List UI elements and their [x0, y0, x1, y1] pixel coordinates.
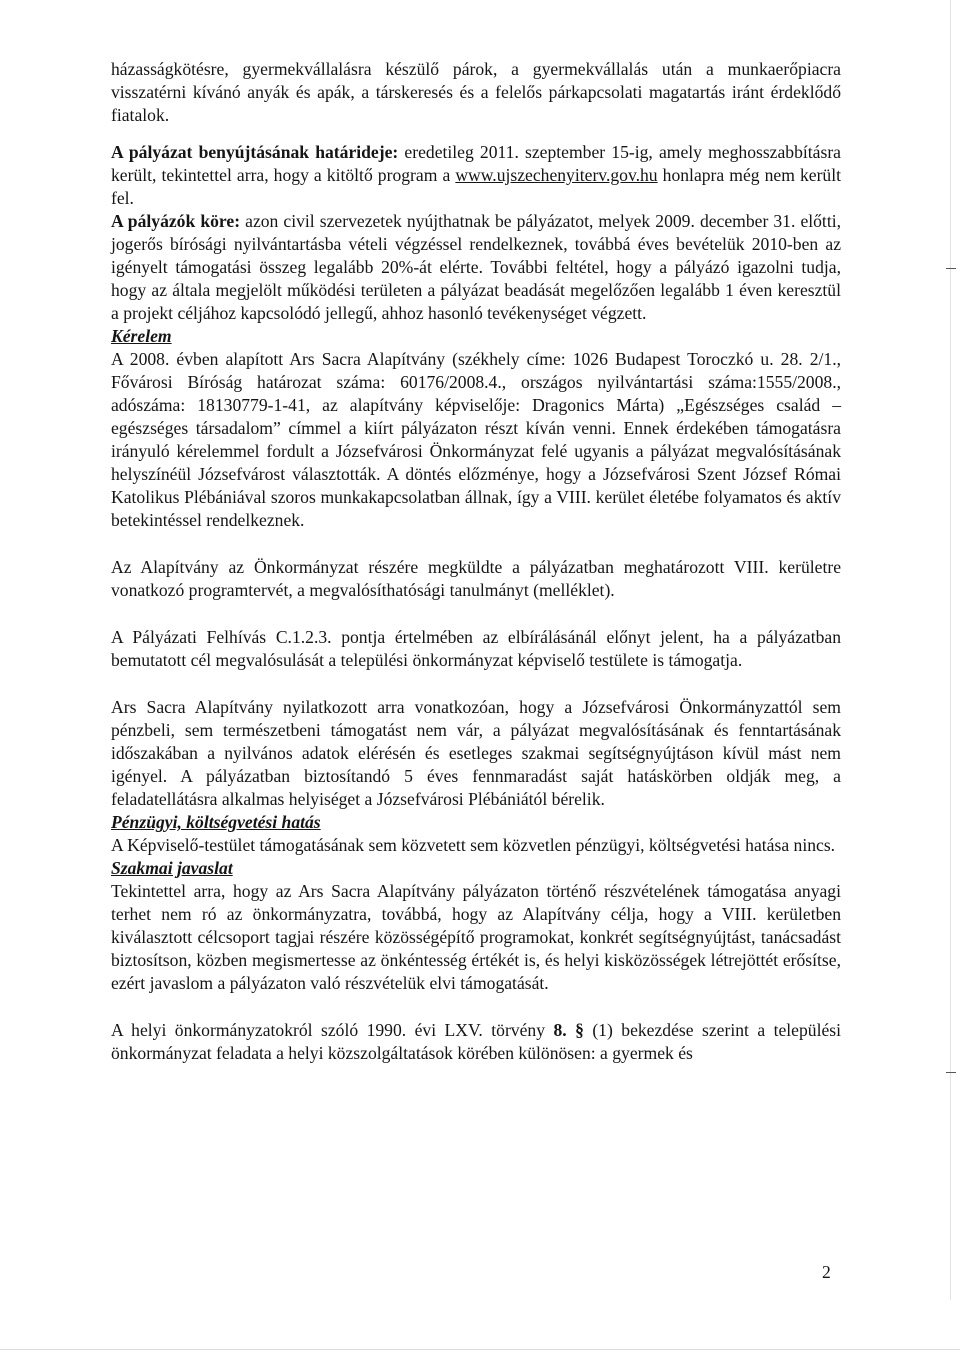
applicants-text: azon civil szervezetek nyújthatnak be pályázatot, melyek 2009. december 31. előtti, jogerős bírósági nyilvántartásba vételi végzéssel rendelkeznek, továbbá éves bevételük 2010-ben az igényelt támogatási összeg legalább 20%-át elérte. További feltétel, hogy a pályázó igazolni tudja, hogy az általa megjelölt működési területen a pályázat beadását megelőzően legalább 1 éven keresztül a projekt céljához kapcsolódó jellegű, ahhoz hasonló tevékenységet végzett. — [111, 211, 841, 323]
paragraph-declaration: Ars Sacra Alapítvány nyilatkozott arra vonatkozóan, hogy a Józsefvárosi Önkormányzattól sem pénzbeli, sem természetbeni támogatást nem vár, a pályázat megvalósításának és fenntartásának időszakában a nyilvános adatok elérésén és esetleges szakmai segítségnyújtáson kívül mást nem igényel. A pályázatban biztosítandó 5 éves fennmaradást saját hatáskörben oldják meg, a feladatellátásra alkalmas helyiséget a Józsefvárosi Plébániától bérelik. — [111, 697, 841, 809]
scan-bottom-edge — [0, 1349, 960, 1350]
paragraph-call-criteria: A Pályázati Felhívás C.1.2.3. pontja értelmében az elbírálásánál előnyt jelent, ha a pályázatban bemutatott cél megvalósulását a települési önkormányzat képviselő testülete is támogatja. — [111, 627, 841, 670]
document-body — [111, 58, 841, 1065]
paragraph-target-groups: házasságkötésre, gyermekvállalásra készülő párok, a gyermekvállalás után a munkaerőpiacra visszatérni kívánó anyák és apák, a társkeresés és a felelős párkapcsolati magatartás iránt érdeklődő fiatalok. — [111, 59, 841, 125]
paragraph-proposal: Tekintettel arra, hogy az Ars Sacra Alapítvány pályázaton történő részvételének támogatása anyagi terhet nem ró az önkormányzatra, továbbá, hogy az Alapítvány célja, hogy a VIII. kerületben kiválasztott célcsoport tagjai részére közösségépítő programokat, konkrét segítségnyújtást, tanácsadást biztosítson, közben megismertesse az önkéntesség értékét is, és helyi kisközösségek létrejöttét erősítse, ezért javaslom a pályázaton való részvételük elvi támogatását. — [111, 881, 841, 993]
deadline-tail: honlapra még nem került fel. — [111, 165, 842, 208]
paragraph-financial: A Képviselő-testület támogatásának sem közvetett sem közvetlen pénzügyi, költségvetési hatása nincs. — [111, 835, 836, 855]
heading-financial: Pénzügyi, költségvetési hatás — [111, 812, 321, 832]
paragraph-request: A 2008. évben alapított Ars Sacra Alapítvány (székhely címe: 1026 Budapest Toroczkó u. 28. 2/1., Fővárosi Bíróság határozat száma: 60176/2008.4., országos nyilvántartási száma:1555/2008., adószáma: 18130779-1-41, az alapítvány képviselője: Dragonics Márta) „Egészséges család – egészséges társadalom” címmel a kiírt pályázaton részt kíván venni. Ennek érdekében támogatásra irányuló kérelemmel fordult a Józsefvárosi Önkormányzat felé ugyanis a pályázat megvalósításának helyszínéül Józsefvárost választották. A döntés előzménye, hogy a Józsefvárosi Szent József Római Katolikus Plébániával szoros munkakapcsolatban állnak, így a VIII. kerület életébe folyamatos és aktív betekintéssel rendelkeznek. — [111, 349, 841, 530]
law-tail: (1) bekezdése szerint a települési önkormányzat feladata a helyi közszolgáltatások körében különösen: a gyermek és — [111, 1020, 842, 1063]
deadline-label: A pályázat benyújtásának határideje: — [111, 142, 399, 162]
paragraph-applicants — [111, 210, 841, 325]
paragraph-program-plan: Az Alapítvány az Önkormányzat részére megküldte a pályázatban meghatározott VIII. kerületre vonatkozó programtervét, a megvalósíthatósági tanulmányt (melléklet). — [111, 557, 841, 600]
heading-kerelem: Kérelem — [111, 326, 172, 346]
law-text: A helyi önkormányzatokról szóló 1990. évi LXV. törvény — [111, 1020, 554, 1040]
applicants-label: A pályázók köre: — [111, 211, 241, 231]
page-number: 2 — [822, 1262, 831, 1282]
scan-margin-mark — [946, 268, 956, 269]
website-link[interactable]: www.ujszechenyiterv.gov.hu — [455, 165, 658, 185]
deadline-text: eredetileg 2011. szeptember 15-ig, amely meghosszabbításra került, tekintettel arra, hogy a kitöltő program a — [111, 142, 841, 185]
law-section: 8. § — [553, 1020, 584, 1040]
paragraph-deadline — [111, 141, 841, 210]
scan-margin-mark — [946, 1072, 956, 1073]
paragraph-law — [111, 1019, 841, 1065]
scan-edge-line — [950, 0, 951, 1300]
heading-proposal: Szakmai javaslat — [111, 858, 233, 878]
